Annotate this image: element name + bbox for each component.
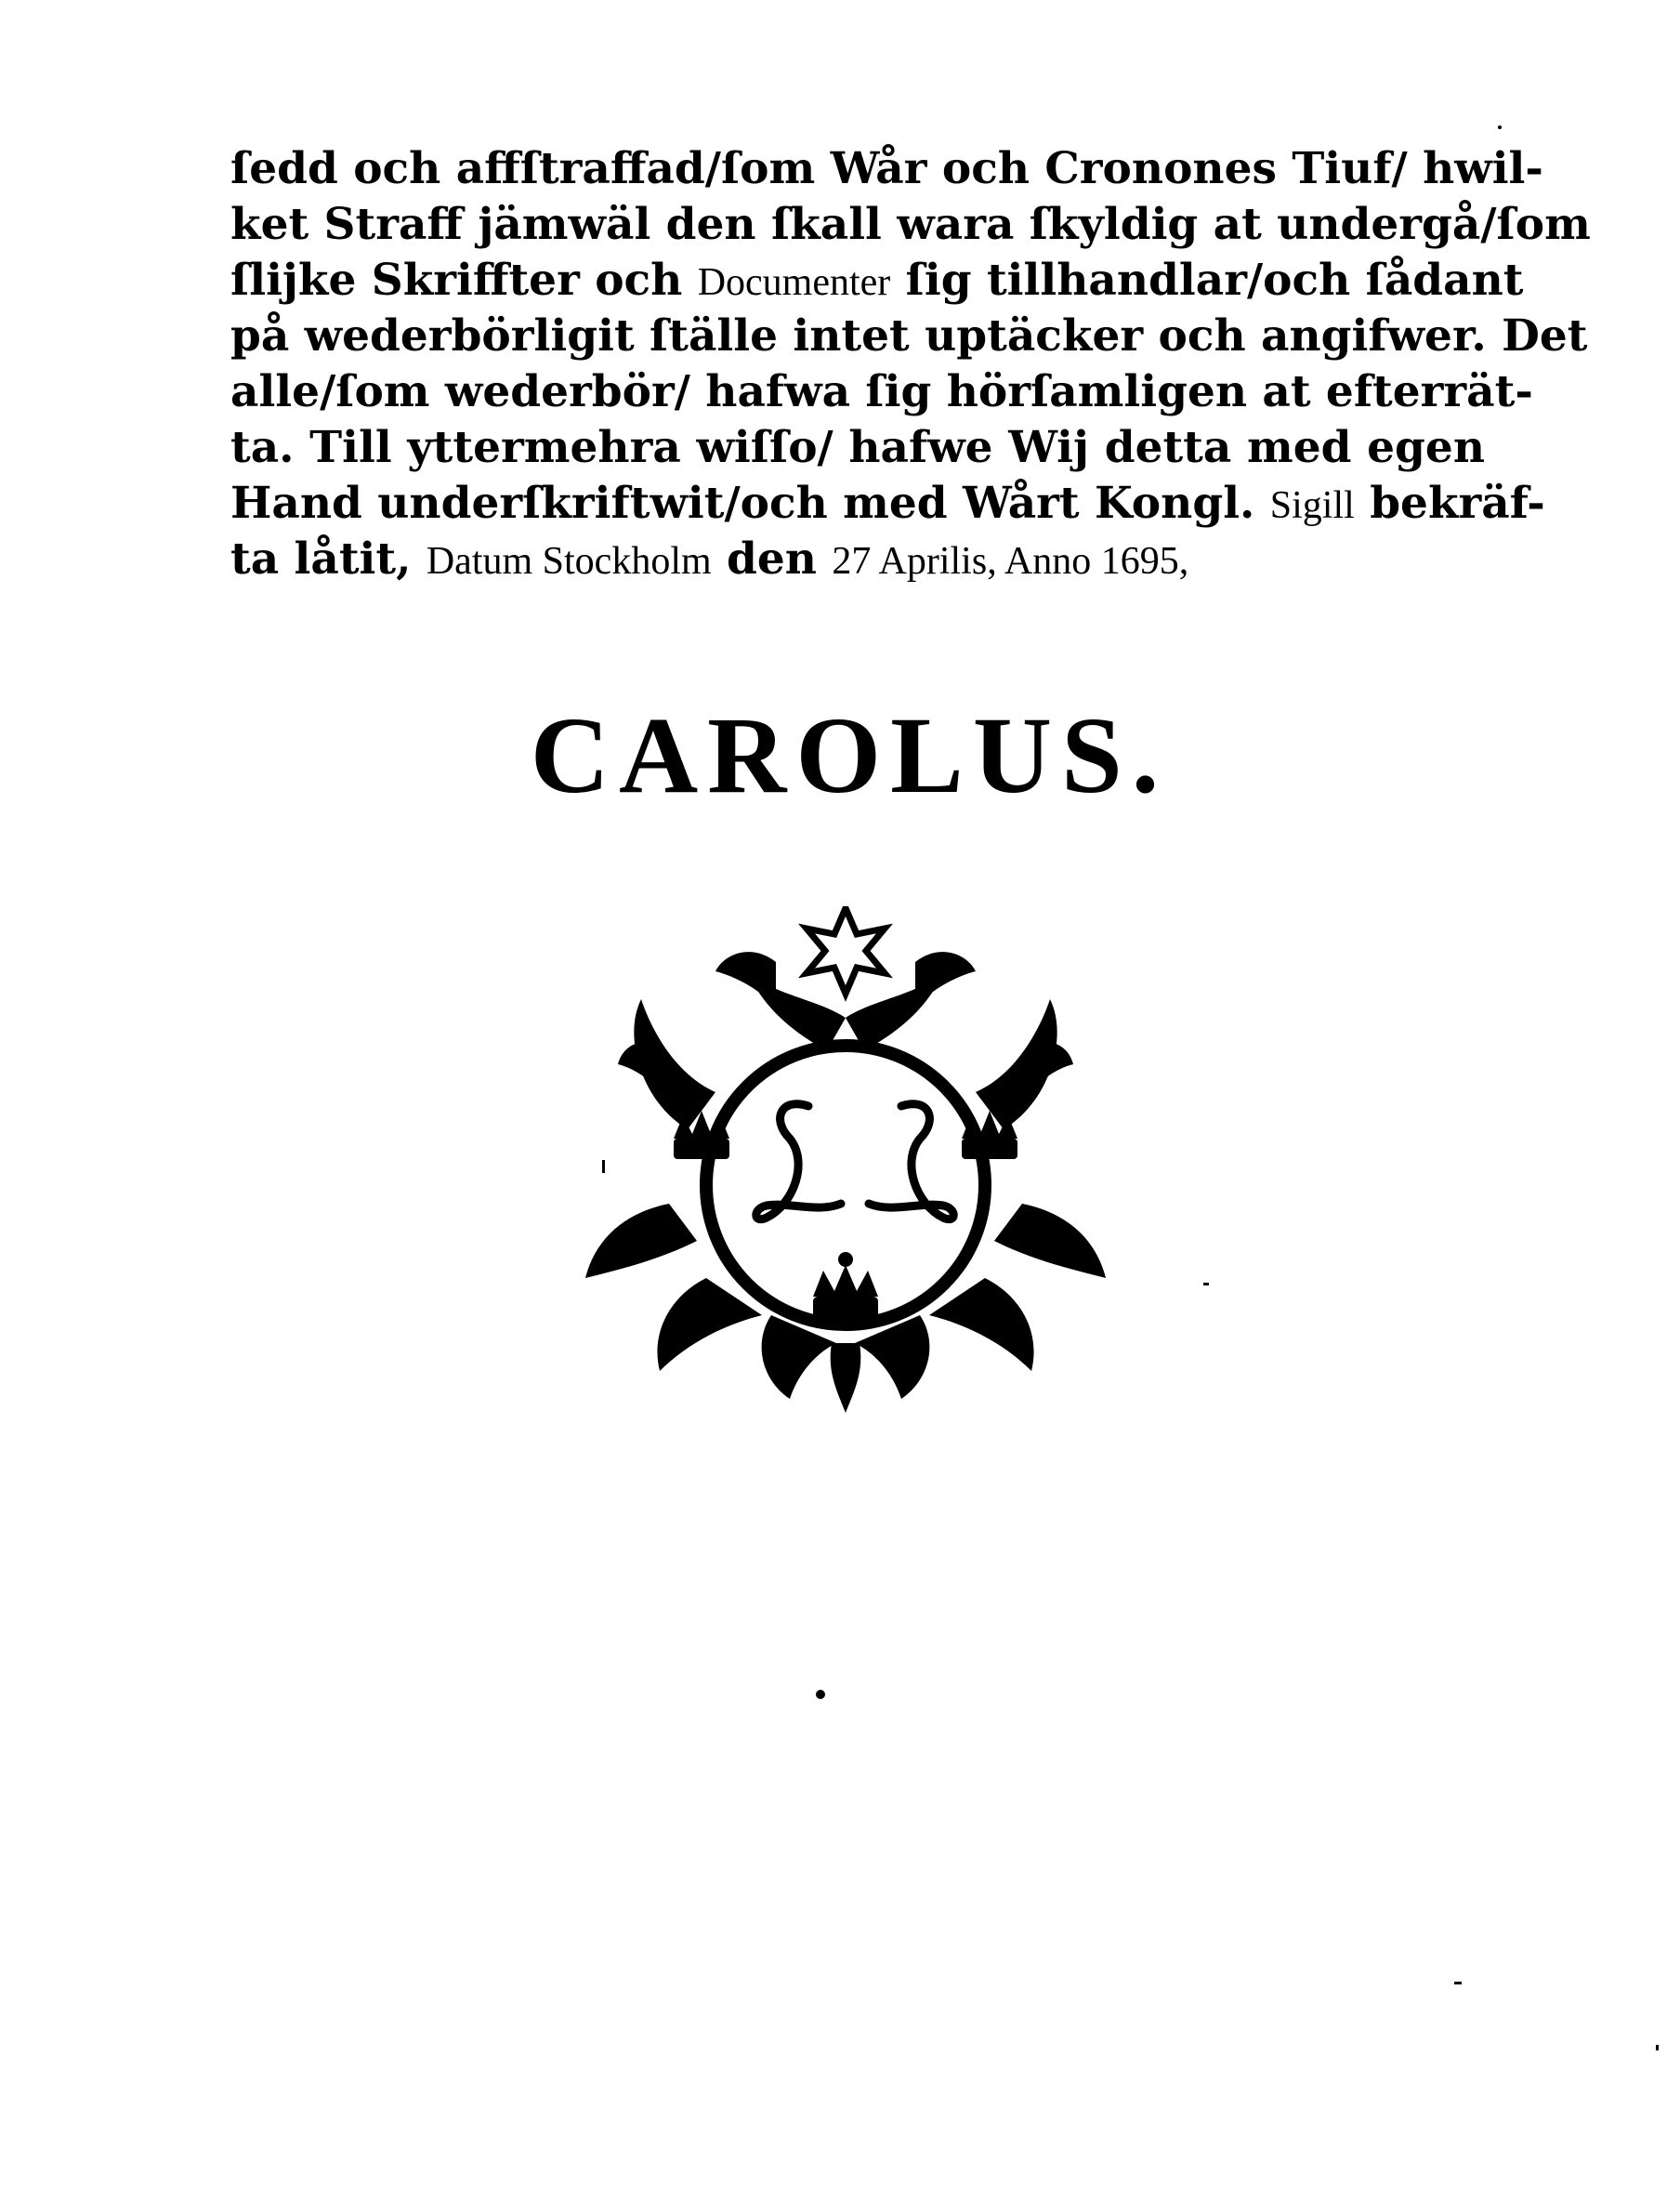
royal-monogram-vignette [585,906,1106,1427]
speck [1454,1982,1462,1984]
dateline: ta låtit, Datum Stockholm den 27 Aprilis, Anno 1695, [230,534,1189,585]
latin-term: Sigill [1269,484,1355,527]
text-line: på wederbörligit ſtälle intet uptäcker och angifwer. Det [230,310,1588,362]
speck [1656,2045,1659,2050]
text-line: ſlijke Skriffter och Documenter ſig tillhandlar/och ſådant [230,255,1524,306]
text-line: Hand underſkriftwit/och med Wårt Kongl. Sigill bekräf- [230,478,1545,529]
printed-dot [816,1690,825,1699]
date-place: Datum Stockholm [426,540,712,583]
star-icon [807,908,885,994]
crown-icon [962,1111,1017,1159]
text-line: ſedd och affſtraffad/ſom Wår och Cronones Tiuf/ hwil- [230,143,1543,194]
decree-text [230,141,1591,587]
speck [1498,125,1502,129]
text-line: ta. Till yttermehra wiſſo/ hafwe Wij detta med egen [230,422,1485,473]
date-value: 27 Aprilis, Anno 1695, [832,540,1189,583]
latin-term: Documenter [697,261,891,304]
crown-icon [674,1111,729,1159]
speck [1203,1283,1209,1285]
text-line: ket Straff jämwäl den ſkall wara ſkyldig at undergå/ſom [230,199,1591,250]
text-line: alle/ſom wederbör/ hafwa ſig hörſamligen at efterrät- [230,366,1533,417]
speck [602,1160,605,1173]
royal-signature: CAROLUS. [530,694,1169,816]
